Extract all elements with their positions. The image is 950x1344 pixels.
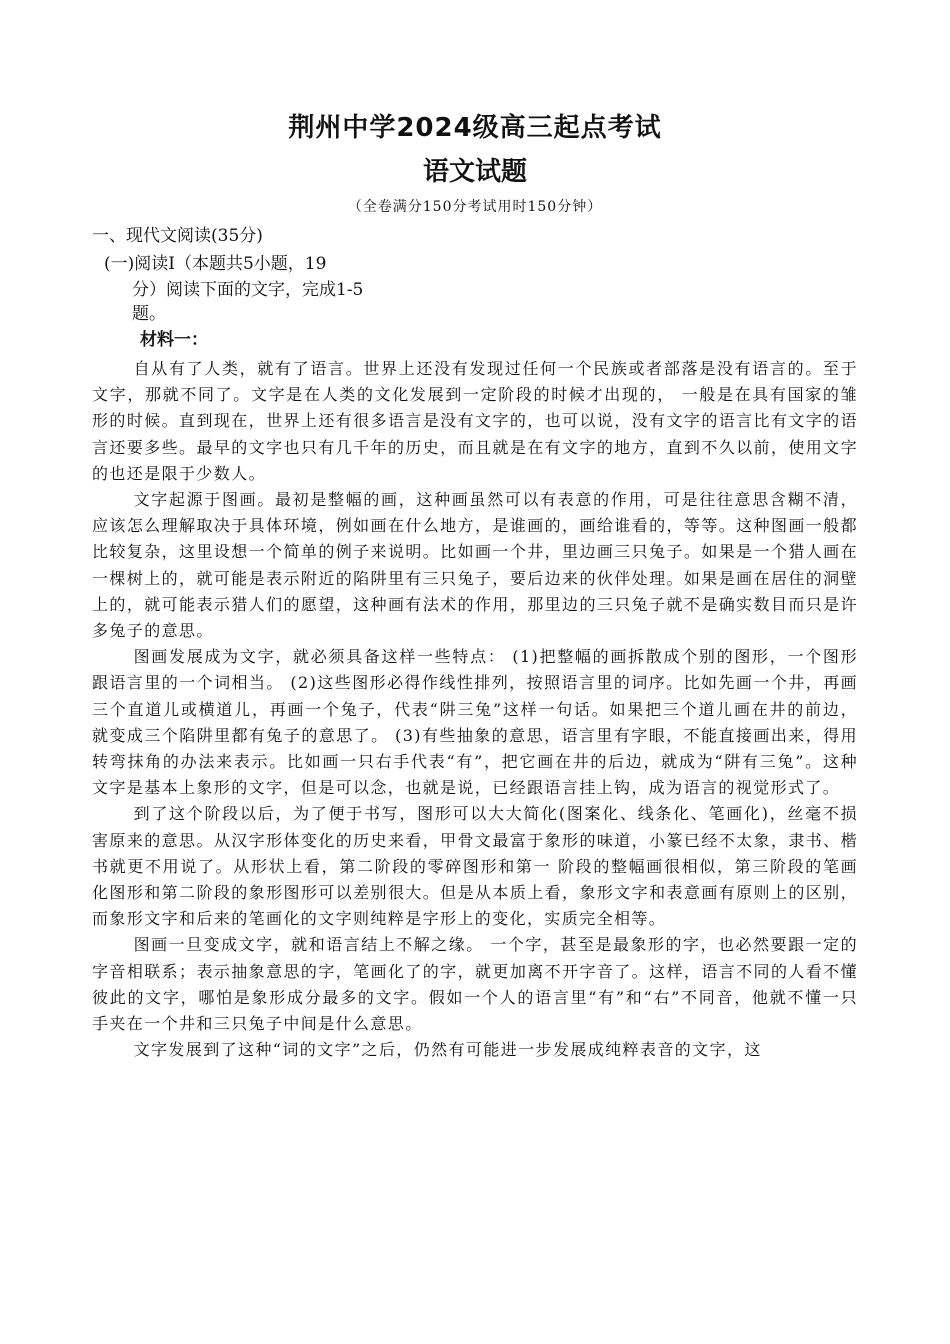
paragraph: 文字起源于图画。最初是整幅的画，这种画虽然可以有表意的作用，可是往往意思含糊不清，应该怎么理解取决于具体环境，例如画在什么地方，是谁画的，画给谁看的，等等。这种图画一般都比较复杂，这里设想一个简单的例子来说明。比如画一个井，里边画三只兔子。如果是一个猎人画在一棵树上的，就可能是表示附近的陷阱里有三只兔子，要后边来的伙伴处理。如果是画在居住的洞壁上的，就可能表示猎人们的愿望，这种画有法术的作用，那里边的三只兔子就不是确实数目而只是许多兔子的意思。 — [92, 490, 858, 641]
exam-note: （全卷满分150分考试用时150分钟） — [347, 199, 603, 215]
exam-subtitle: 语文试题 — [422, 157, 527, 187]
section-heading: 一、现代文阅读(35分) — [92, 226, 263, 246]
paragraph: 图画一旦变成文字，就和语言结上不解之缘。 一个字，甚至是最象形的字，也必然要跟一定的字音相联系；表示抽象意思的字，笔画化了的字，就更加离不开字音了。这样，语言不同的人看不懂彼此的文字，哪怕是象形成分最多的文字。假如一个人的语言里“有”和“右”不同音，他就不懂一只手夹在一个井和三只兔子中间是什么意思。 — [92, 935, 858, 1034]
paragraph: 到了这个阶段以后，为了便于书写，图形可以大大简化(图案化、线条化、笔画化)，丝毫不损害原来的意思。从汉字形体变化的历史来看，甲骨文最富于象形的味道，小篆已经不太象，隶书、楷书就更不用说了。从形状上看，第二阶段的零碎图形和第一 阶段的整幅画很相似，第三阶段的笔画化图形和第二阶段的象形图形可以差别很大。但是从本质上看，象形文字和表意画有原则上的区别，而象形文字和后来的笔画化的文字则纯粹是字形上的变化，实质完全相等。 — [92, 804, 858, 929]
subsection-line-2: 分）阅读下面的文字，完成1-5 — [132, 280, 364, 300]
paragraph: 文字发展到了这种“词的文字”之后，仍然有可能进一步发展成纯粹表音的文字，这 — [133, 1040, 762, 1060]
material-label: 材料一： — [140, 330, 208, 350]
subsection-line-3: 题。 — [132, 304, 166, 324]
passage-body — [92, 356, 858, 1063]
paragraph: 自从有了人类，就有了语言。世界上还没有发现过任何一个民族或者部落是没有语言的。至于文字，那就不同了。文字是在人类的文化发展到一定阶段的时候才出现的， 一般是在具有国家的雏形的时候。直到现在，世界上还有很多语言是没有文字的，也可以说，没有文字的语言比有文字的语言还要多些。最早的文字也只有几千年的历史，而且就是在有文字的地方，直到不久以前，使用文字的也还是限于少数人。 — [92, 359, 858, 483]
exam-title: 荆州中学2024级高三起点考试 — [288, 113, 662, 143]
paragraph: 图画发展成为文字，就必须具备这样一些特点： (1)把整幅的画拆散成个别的图形，一个图形跟语言里的一个词相当。 (2)这些图形必得作线性排列，按照语言里的词序。比如先画一个井，再画三个直道儿或横道儿，再画一个兔子，代表“阱三兔”这样一句话。如果把三个道儿画在井的前边，就变成三个陷阱里都有兔子的意思了。 (3)有些抽象的意思，语言里有字眼，不能直接画出来，得用转弯抹角的办法来表示。比如画一只右手代表“有”，把它画在井的后边，就成为“阱有三兔”。这种文字是基本上象形的文字，但是可以念，也就是说，已经跟语言挂上钩，成为语言的视觉形式了。 — [92, 647, 858, 798]
subsection-line-1: (一)阅读Ⅰ（本题共5小题，19 — [104, 254, 327, 274]
